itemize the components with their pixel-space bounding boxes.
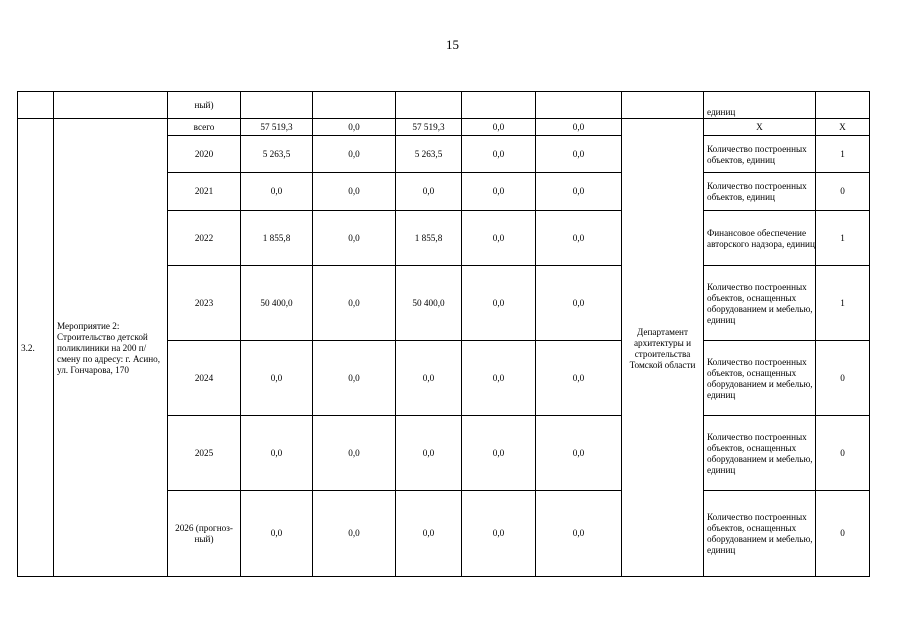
- indicator-cell: Количество построенных объектов, оснащенных оборудованием и мебелью, единиц: [704, 266, 816, 341]
- value-cell: 0,0: [462, 136, 536, 173]
- value-cell: 0,0: [462, 491, 536, 577]
- cell-empty: [54, 92, 168, 119]
- value-cell: 1 855,8: [396, 211, 462, 266]
- year-cell: всего: [168, 119, 241, 136]
- value-cell: 0,0: [462, 416, 536, 491]
- cell-empty: [396, 92, 462, 119]
- value-cell: 0,0: [462, 266, 536, 341]
- year-cell: 2022: [168, 211, 241, 266]
- continuation-row: [18, 92, 870, 119]
- cell-empty: [18, 92, 54, 119]
- measure-name: Мероприятие 2: Строительство детской поликлиники на 200 п/смену по адресу: г. Асино, ул. Гончарова, 170: [54, 119, 168, 577]
- cell-empty: [536, 92, 622, 119]
- value-cell: 0,0: [241, 173, 313, 211]
- indicator-value-cell: Х: [816, 119, 870, 136]
- value-cell: 0,0: [536, 341, 622, 416]
- measure-number: 3.2.: [18, 119, 54, 577]
- value-cell: 50 400,0: [396, 266, 462, 341]
- value-cell: 5 263,5: [241, 136, 313, 173]
- value-cell: 0,0: [313, 136, 396, 173]
- value-cell: 0,0: [241, 491, 313, 577]
- value-cell: 57 519,3: [396, 119, 462, 136]
- value-cell: 0,0: [241, 416, 313, 491]
- value-cell: 0,0: [536, 211, 622, 266]
- indicator-cell: Количество построенных объектов, оснащенных оборудованием и мебелью, единиц: [704, 341, 816, 416]
- table-row: [18, 119, 870, 136]
- value-cell: 0,0: [462, 173, 536, 211]
- value-cell: 0,0: [396, 416, 462, 491]
- indicator-cell: Финансовое обеспечение авторского надзора, единиц: [704, 211, 816, 266]
- value-cell: 0,0: [313, 341, 396, 416]
- cell-empty: [816, 92, 870, 119]
- program-table: [17, 91, 870, 577]
- value-cell: 0,0: [313, 416, 396, 491]
- value-cell: 0,0: [313, 173, 396, 211]
- indicator-cell-continued: единиц: [704, 92, 816, 119]
- year-cell: 2025: [168, 416, 241, 491]
- indicator-value-cell: 0: [816, 173, 870, 211]
- value-cell: 0,0: [313, 266, 396, 341]
- indicator-value-cell: 0: [816, 491, 870, 577]
- value-cell: 0,0: [396, 341, 462, 416]
- value-cell: 0,0: [462, 341, 536, 416]
- indicator-cell: Количество построенных объектов, единиц: [704, 173, 816, 211]
- indicator-value-cell: 1: [816, 211, 870, 266]
- value-cell: 0,0: [462, 119, 536, 136]
- value-cell: 0,0: [536, 119, 622, 136]
- value-cell: 0,0: [536, 416, 622, 491]
- indicator-cell: Количество построенных объектов, оснащенных оборудованием и мебелью, единиц: [704, 416, 816, 491]
- year-cell: 2023: [168, 266, 241, 341]
- indicator-value-cell: 0: [816, 341, 870, 416]
- indicator-value-cell: 0: [816, 416, 870, 491]
- page-number: 15: [446, 37, 459, 52]
- value-cell: 0,0: [396, 491, 462, 577]
- year-cell: 2026 (прогноз-ный): [168, 491, 241, 577]
- value-cell: 0,0: [313, 211, 396, 266]
- value-cell: 0,0: [396, 173, 462, 211]
- value-cell: 0,0: [536, 491, 622, 577]
- cell-empty: [313, 92, 396, 119]
- value-cell: 0,0: [241, 341, 313, 416]
- cell-empty: [462, 92, 536, 119]
- value-cell: 57 519,3: [241, 119, 313, 136]
- executor-cell: Департамент архитектуры и строительства Томской области: [622, 119, 704, 577]
- value-cell: 50 400,0: [241, 266, 313, 341]
- value-cell: 0,0: [536, 173, 622, 211]
- year-cell-continued: ный): [168, 92, 241, 119]
- cell-empty: [622, 92, 704, 119]
- value-cell: 0,0: [536, 266, 622, 341]
- value-cell: 0,0: [313, 119, 396, 136]
- value-cell: 0,0: [536, 136, 622, 173]
- indicator-cell: Х: [704, 119, 816, 136]
- cell-empty: [241, 92, 313, 119]
- value-cell: 0,0: [313, 491, 396, 577]
- indicator-value-cell: 1: [816, 266, 870, 341]
- year-cell: 2020: [168, 136, 241, 173]
- indicator-value-cell: 1: [816, 136, 870, 173]
- indicator-cell: Количество построенных объектов, единиц: [704, 136, 816, 173]
- year-cell: 2024: [168, 341, 241, 416]
- value-cell: 5 263,5: [396, 136, 462, 173]
- indicator-cell: Количество построенных объектов, оснащенных оборудованием и мебелью, единиц: [704, 491, 816, 577]
- value-cell: 0,0: [462, 211, 536, 266]
- year-cell: 2021: [168, 173, 241, 211]
- value-cell: 1 855,8: [241, 211, 313, 266]
